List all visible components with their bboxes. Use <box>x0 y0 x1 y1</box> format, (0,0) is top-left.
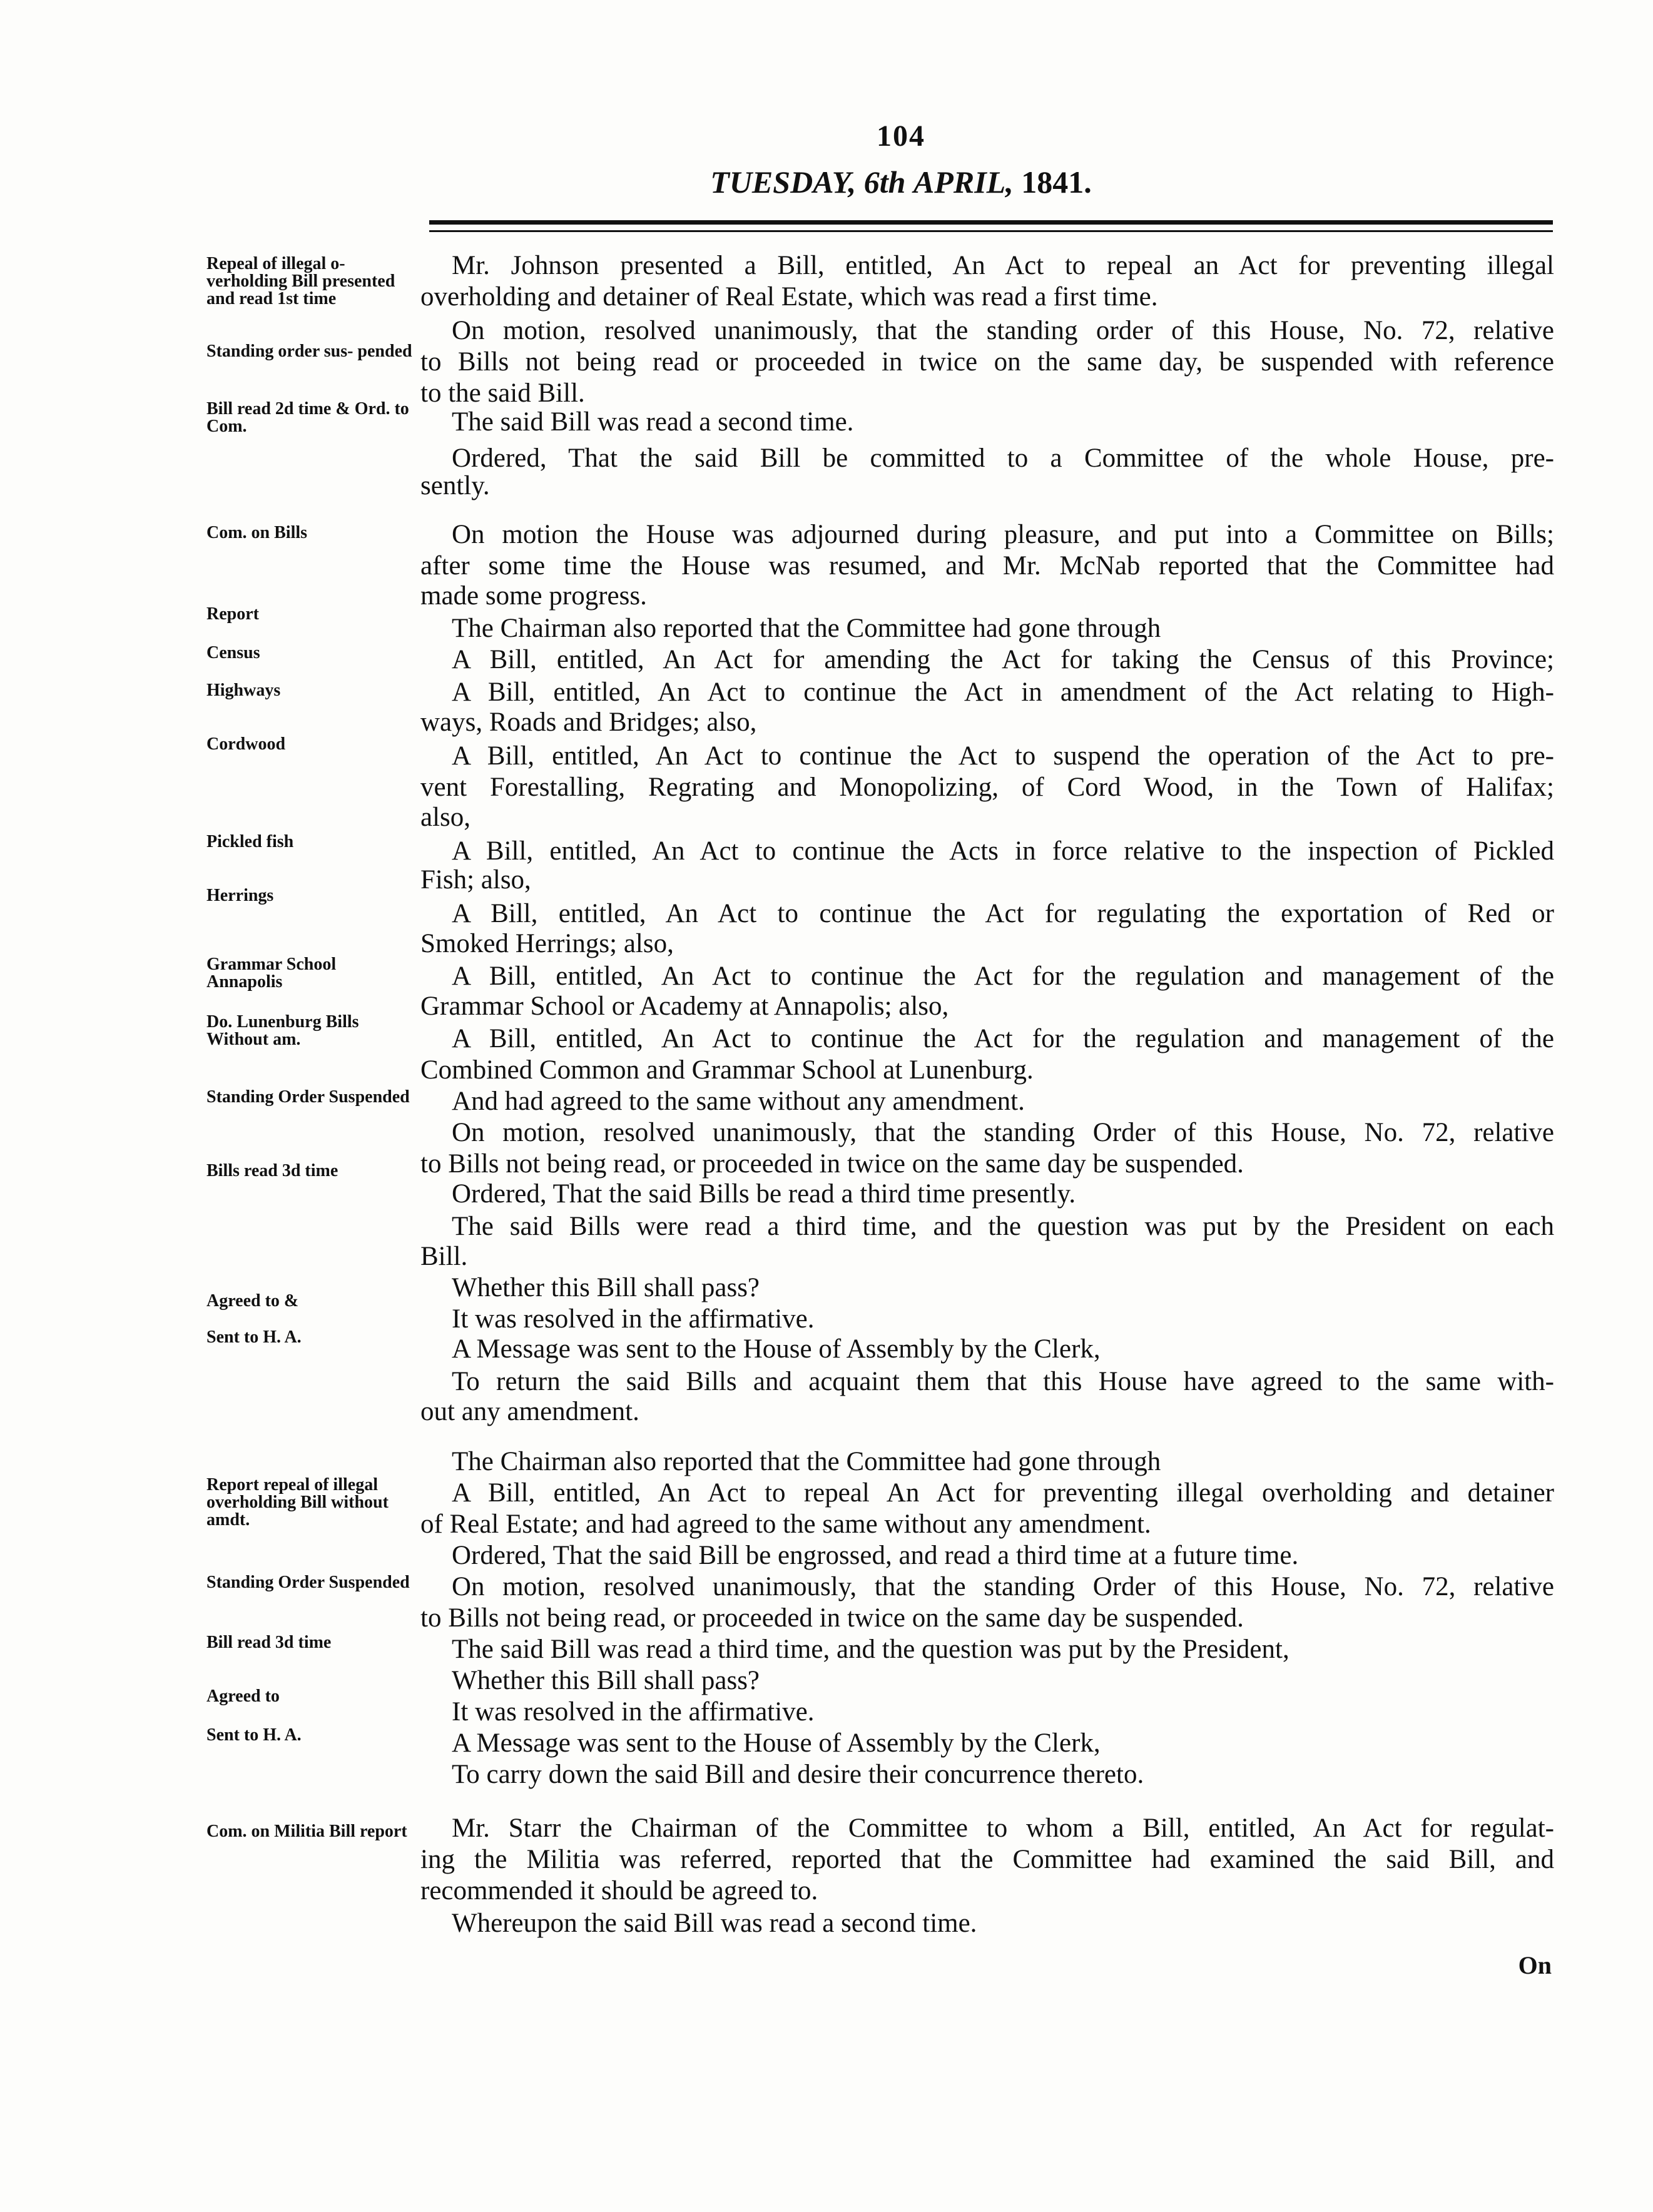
text-line: to the said Bill. <box>420 378 585 408</box>
margin-note: Census <box>206 643 260 662</box>
margin-note: Bill read 2d time & Ord. to Com. <box>206 399 409 436</box>
margin-note: Sent to H. A. <box>206 1327 302 1347</box>
margin-note: Bills read 3d time <box>206 1161 338 1180</box>
text-line: A Bill, entitled, An Act to continue the Act for the regulation and management of the <box>452 1024 1554 1053</box>
margin-note: Standing order sus- pended <box>206 342 412 361</box>
text-line: Whereupon the said Bill was read a second time. <box>452 1909 977 1938</box>
text-line: To carry down the said Bill and desire their concurrence thereto. <box>452 1760 1144 1789</box>
text-line: made some progress. <box>420 581 647 611</box>
text-line: vent Forestalling, Regrating and Monopolizing, of Cord Wood, in the Town of Halifax; <box>420 773 1554 802</box>
text-line: to Bills not being read, or proceeded in twice on the same day be suspended. <box>420 1149 1244 1179</box>
text-line: A Bill, entitled, An Act for amending the Act for taking the Census of this Province; <box>452 645 1554 674</box>
text-line: also, <box>420 803 471 832</box>
running-head-date: 6th <box>863 165 906 200</box>
catchword: On <box>1518 1951 1552 1979</box>
text-line: of Real Estate; and had agreed to the same without any amendment. <box>420 1509 1151 1539</box>
text-line: out any amendment. <box>420 1397 639 1426</box>
text-line: Mr. Johnson presented a Bill, entitled, An Act to repeal an Act for preventing illegal <box>452 251 1554 280</box>
text-line: Ordered, That the said Bills be read a third time presently. <box>452 1179 1076 1209</box>
text-line: On motion the House was adjourned during pleasure, and put into a Committee on Bills; <box>452 520 1554 549</box>
margin-note: Report repeal of illegal overholding Bill without amdt. <box>206 1475 389 1530</box>
margin-note: Sent to H. A. <box>206 1725 302 1745</box>
text-line: On motion, resolved unanimously, that the standing Order of this House, No. 72, relative <box>452 1572 1554 1601</box>
text-line: A Message was sent to the House of Assembly by the Clerk, <box>452 1728 1101 1758</box>
text-line: The Chairman also reported that the Committee had gone through <box>452 1447 1161 1476</box>
running-head-month: APRIL, <box>913 165 1014 200</box>
text-line: to Bills not being read, or proceeded in twice on the same day be suspended. <box>420 1603 1244 1633</box>
text-line: overholding and detainer of Real Estate, which was read a first time. <box>420 282 1158 312</box>
text-line: A Bill, entitled, An Act to repeal An Act for preventing illegal overholding and detainer <box>452 1478 1554 1508</box>
text-line: Combined Common and Grammar School at Lunenburg. <box>420 1055 1034 1085</box>
text-line: Whether this Bill shall pass? <box>452 1273 760 1302</box>
running-head-year: 1841. <box>1021 165 1092 200</box>
text-line: to Bills not being read or proceeded in twice on the same day, be suspended with reference <box>420 347 1554 377</box>
text-line: The said Bill was read a second time. <box>452 407 854 437</box>
text-line: Bill. <box>420 1242 468 1271</box>
running-head-day: TUESDAY, <box>710 165 857 200</box>
text-line: A Bill, entitled, An Act to continue the Acts in force relative to the inspection of Pickled <box>452 836 1554 866</box>
margin-note: Com. on Bills <box>206 523 308 542</box>
text-line: The Chairman also reported that the Committee had gone through <box>452 614 1161 643</box>
margin-note: Highways <box>206 681 281 700</box>
page-number: 104 <box>877 119 925 153</box>
text-line: A Bill, entitled, An Act to continue the Act for the regulation and management of the <box>452 961 1554 991</box>
text-line: Smoked Herrings; also, <box>420 929 674 958</box>
text-line: It was resolved in the affirmative. <box>452 1697 815 1727</box>
text-line: Grammar School or Academy at Annapolis; also, <box>420 992 949 1021</box>
margin-note: Repeal of illegal o- verholding Bill presented and read 1st time <box>206 254 395 308</box>
text-line: Ordered, That the said Bill be committed to a Committee of the whole House, pre- <box>452 444 1554 473</box>
margin-note: Agreed to <box>206 1687 280 1706</box>
text-line: Ordered, That the said Bill be engrossed, and read a third time at a future time. <box>452 1541 1299 1570</box>
text-line: And had agreed to the same without any amendment. <box>452 1087 1025 1116</box>
margin-note: Com. on Militia Bill report <box>206 1822 407 1841</box>
text-line: To return the said Bills and acquaint them that this House have agreed to the same with- <box>452 1367 1554 1396</box>
margin-note: Grammar School Annapolis <box>206 955 337 992</box>
margin-note: Standing Order Suspended <box>206 1087 410 1107</box>
text-line: A Message was sent to the House of Assembly by the Clerk, <box>452 1334 1101 1364</box>
text-line: A Bill, entitled, An Act to continue the Act to suspend the operation of the Act to pre- <box>452 741 1554 771</box>
text-line: Whether this Bill shall pass? <box>452 1666 760 1695</box>
text-line: ways, Roads and Bridges; also, <box>420 708 757 737</box>
text-line: On motion, resolved unanimously, that the standing order of this House, No. 72, relative <box>452 316 1554 345</box>
margin-note: Agreed to & <box>206 1291 299 1311</box>
text-line: sently. <box>420 471 490 500</box>
text-line: The said Bills were read a third time, and the question was put by the President on each <box>452 1212 1554 1241</box>
text-line: On motion, resolved unanimously, that the standing Order of this House, No. 72, relative <box>452 1118 1554 1147</box>
text-line: A Bill, entitled, An Act to continue the Act in amendment of the Act relating to High- <box>452 677 1554 707</box>
text-line: ing the Militia was referred, reported that the Committee had examined the said Bill, and <box>420 1845 1554 1874</box>
margin-note: Cordwood <box>206 734 286 754</box>
margin-note: Do. Lunenburg Bills Without am. <box>206 1012 359 1049</box>
text-line: It was resolved in the affirmative. <box>452 1304 815 1334</box>
margin-note: Standing Order Suspended <box>206 1573 410 1592</box>
margin-note: Bill read 3d time <box>206 1633 332 1652</box>
text-line: The said Bill was read a third time, and the question was put by the President, <box>452 1635 1289 1664</box>
margin-note: Report <box>206 604 259 624</box>
margin-note: Pickled fish <box>206 832 294 851</box>
text-line: A Bill, entitled, An Act to continue the Act for regulating the exportation of Red or <box>452 899 1554 928</box>
text-line: recommended it should be agreed to. <box>420 1876 818 1905</box>
margin-note: Herrings <box>206 886 274 905</box>
text-line: Mr. Starr the Chairman of the Committee to whom a Bill, entitled, An Act for regulat- <box>452 1814 1554 1843</box>
text-line: Fish; also, <box>420 865 531 895</box>
text-line: after some time the House was resumed, and Mr. McNab reported that the Committee had <box>420 551 1554 581</box>
